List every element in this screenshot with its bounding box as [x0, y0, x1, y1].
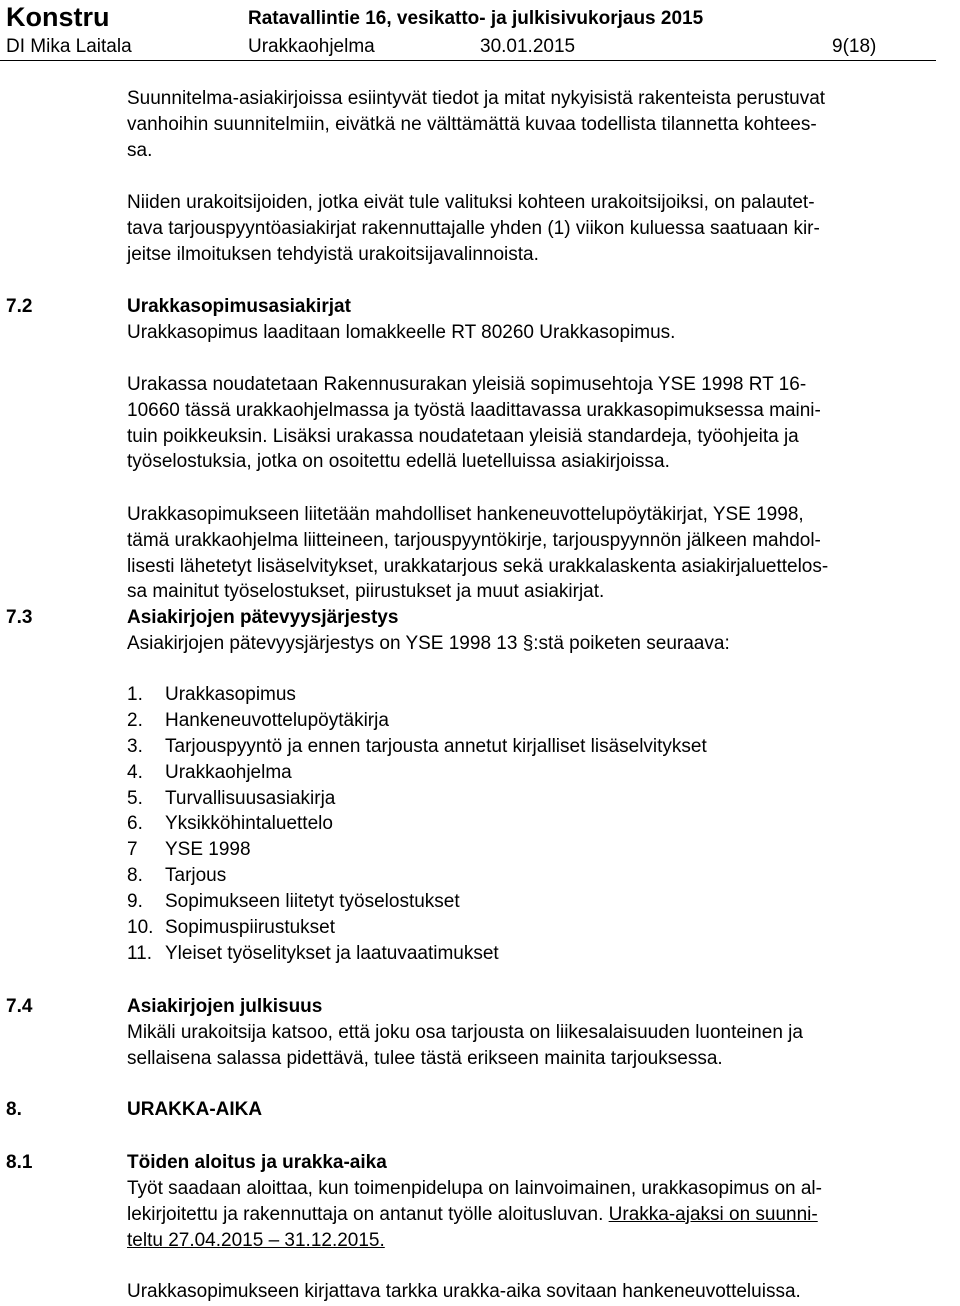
section-number-7-4: 7.4	[6, 996, 33, 1017]
list-number: 9.	[127, 891, 143, 913]
section-7-3-intro	[127, 631, 730, 657]
text-line	[127, 1228, 822, 1254]
list-text: Sopimukseen liitetyt työselostukset	[165, 891, 460, 913]
list-text: Tarjous	[165, 865, 227, 887]
list-text: Urakkasopimus	[165, 684, 296, 705]
section-7-2-paragraph-2	[127, 372, 821, 475]
section-number-8: 8.	[6, 1099, 22, 1120]
text-line: Työt saadaan aloittaa, kun toimenpidelupa on lainvoimainen, urakkasopimus on al-	[127, 1178, 822, 1199]
list-number: 6.	[127, 813, 143, 835]
list-number: 5.	[127, 787, 143, 809]
list-item	[127, 915, 707, 941]
text-line: Mikäli urakoitsija katsoo, että joku osa tarjousta on liikesalaisuuden luonteinen ja	[127, 1022, 803, 1043]
section-heading-7-4: Asiakirjojen julkisuus	[127, 996, 323, 1017]
page-header	[0, 0, 960, 62]
text-line: jeitse ilmoituksen tehdyistä urakoitsijavalinnoista.	[127, 243, 539, 265]
precedence-list	[127, 682, 707, 967]
list-number: 3.	[127, 735, 143, 757]
list-item	[127, 760, 707, 786]
project-title: Ratavallintie 16, vesikatto- ja julkisivukorjaus 2015	[248, 8, 704, 29]
author: DI Mika Laitala	[6, 36, 132, 57]
list-text: Urakkaohjelma	[165, 761, 292, 783]
text-line: lisesti lähetetyt lisäselvitykset, urakkatarjous sekä urakkalaskenta asiakirjaluettelos-	[127, 555, 829, 577]
page-number: 9(18)	[832, 36, 877, 57]
list-number: 4.	[127, 761, 143, 783]
list-text: YSE 1998	[165, 839, 251, 861]
text-line: 10660 tässä urakkaohjelmassa ja työstä laadittavassa urakkasopimuksessa maini-	[127, 399, 821, 421]
list-number: 8.	[127, 865, 143, 887]
text-line: sellaisena salassa pidettävä, tulee tästä erikseen mainita tarjouksessa.	[127, 1047, 723, 1069]
list-item	[127, 734, 707, 760]
text-line: sa.	[127, 139, 153, 161]
intro-paragraph-1	[127, 86, 825, 163]
section-8-1-paragraph-2	[127, 1279, 801, 1305]
text-line: vanhoihin suunnitelmiin, eivätkä ne välttämättä kuvaa todellista tilannetta kohtees-	[127, 113, 817, 135]
section-number-7-3: 7.3	[6, 607, 33, 628]
section-7-2-paragraph-3	[127, 502, 828, 605]
text-line: Asiakirjojen pätevyysjärjestys on YSE 1998 13 §:stä poiketen seuraava:	[127, 633, 730, 654]
underlined-schedule-text: Urakka-ajaksi on suunni-	[608, 1203, 818, 1225]
list-number: 7	[127, 839, 138, 861]
text-segment: lekirjoitettu ja rakennuttaja on antanut työlle aloitusluvan.	[127, 1203, 609, 1225]
section-heading-7-3: Asiakirjojen pätevyysjärjestys	[127, 607, 399, 628]
text-line: Urakassa noudatetaan Rakennusurakan yleisiä sopimusehtoja YSE 1998 RT 16-	[127, 374, 807, 395]
text-line: Urakkasopimukseen liitetään mahdolliset hankeneuvottelupöytäkirjat, YSE 1998,	[127, 504, 804, 525]
text-line: tuin poikkeuksin. Lisäksi urakassa noudatetaan yleisiä standardeja, työohjeita ja	[127, 425, 799, 447]
list-text: Turvallisuusasiakirja	[165, 787, 336, 809]
list-text: Yksikköhintaluettelo	[165, 813, 333, 835]
list-number: 2.	[127, 709, 143, 731]
section-heading-8-1: Töiden aloitus ja urakka-aika	[127, 1152, 387, 1173]
section-number-7-2: 7.2	[6, 296, 33, 317]
list-number: 1.	[127, 684, 143, 705]
text-line: työselostuksia, jotka on osoitettu edellä luetelluissa asiakirjoissa.	[127, 451, 670, 473]
text-line: sa mainitut työselostukset, piirustukset ja muut asiakirjat.	[127, 581, 605, 603]
list-number: 11.	[127, 942, 153, 964]
list-number: 10.	[127, 917, 154, 939]
text-line: tämä urakkaohjelma liitteineen, tarjouspyyntökirje, tarjouspyynnön jälkeen mahdol-	[127, 529, 821, 551]
list-text: Tarjouspyyntö ja ennen tarjousta annetut kirjalliset lisäselvitykset	[165, 735, 707, 757]
list-item	[127, 682, 707, 708]
intro-paragraph-2	[127, 190, 820, 267]
section-7-2-paragraph-1	[127, 320, 675, 346]
text-line: Niiden urakoitsijoiden, jotka eivät tule valituksi kohteen urakoitsijoiksi, on palautet-	[127, 192, 815, 213]
list-item	[127, 811, 707, 837]
list-item	[127, 786, 707, 812]
underlined-schedule-dates: teltu 27.04.2015 – 31.12.2015.	[127, 1229, 385, 1251]
list-item	[127, 889, 707, 915]
list-item	[127, 941, 707, 967]
list-text: Hankeneuvottelupöytäkirja	[165, 709, 389, 731]
section-heading-8: URAKKA-AIKA	[127, 1099, 263, 1120]
header-rule	[0, 60, 936, 61]
section-number-8-1: 8.1	[6, 1152, 33, 1173]
list-text: Yleiset työselitykset ja laatuvaatimukset	[165, 942, 499, 964]
text-line: tava tarjouspyyntöasiakirjat rakennuttajalle yhden (1) viikon kuluessa saatuaan kir-	[127, 217, 820, 239]
list-item	[127, 837, 707, 863]
list-text: Sopimuspiirustukset	[165, 917, 336, 939]
section-8-1-paragraph-1	[127, 1176, 822, 1253]
text-line: Urakkasopimukseen kirjattava tarkka urakka-aika sovitaan hankeneuvotteluissa.	[127, 1281, 801, 1302]
text-line: Urakkasopimus laaditaan lomakkeelle RT 80260 Urakkasopimus.	[127, 322, 676, 343]
section-7-4-paragraph	[127, 1020, 803, 1072]
text-line: Suunnitelma-asiakirjoissa esiintyvät tiedot ja mitat nykyisistä rakenteista perustuvat	[127, 88, 826, 109]
section-heading-7-2: Urakkasopimusasiakirjat	[127, 296, 351, 317]
text-line	[127, 1202, 822, 1228]
list-item	[127, 863, 707, 889]
company-name: Konstru	[6, 2, 110, 32]
document-type: Urakkaohjelma	[248, 36, 375, 57]
list-item	[127, 708, 707, 734]
document-date: 30.01.2015	[480, 36, 576, 57]
